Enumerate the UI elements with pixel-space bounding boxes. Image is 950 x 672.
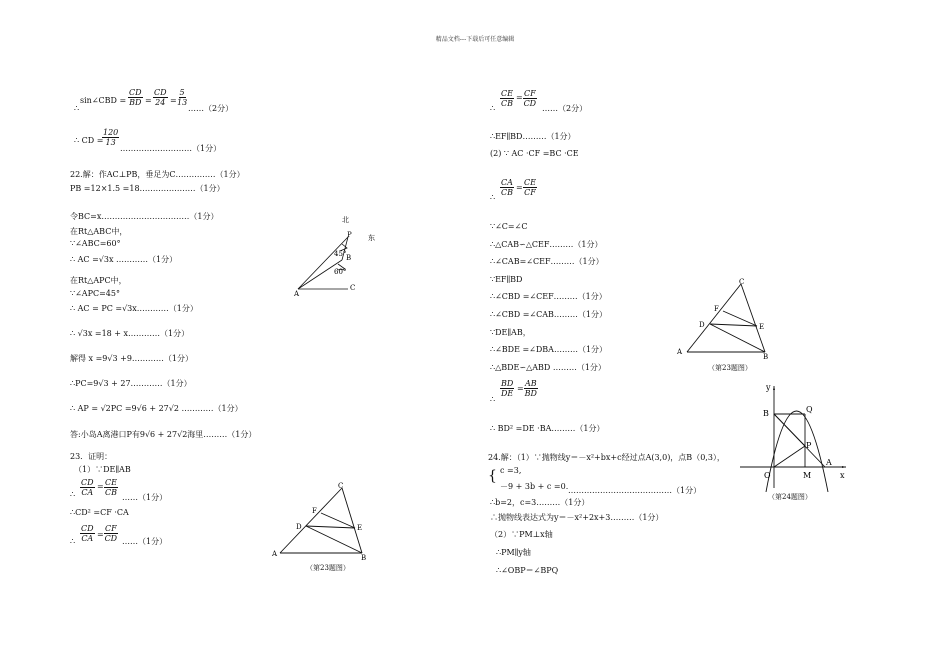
fraction-cd-ca: CD CA: [81, 478, 94, 497]
x-axis-label: x: [840, 471, 845, 480]
q23-line: ∴∠BDE =∠DBA………（1分）: [490, 345, 608, 354]
north-label: 北: [342, 216, 349, 224]
q23-line: ∴∠CBD =∠CEF………（1分）: [490, 292, 607, 301]
q22-line: ∴ AC = PC =√3x…………（1分）: [70, 304, 198, 313]
side-cb: [342, 488, 362, 553]
point-e: E: [357, 524, 363, 532]
score-note: ……（1分）: [122, 493, 168, 502]
q22-line: 令BC=x……………………………（1分）: [70, 212, 219, 221]
q24-system-line: －9 + 3b + c =0.: [500, 482, 569, 491]
score-note: ……（2分）: [542, 104, 588, 113]
q22-answer: 答:小岛A离港口P有9√6 + 27√2海里………（1分）: [70, 430, 257, 439]
point-e: E: [759, 323, 765, 331]
q23-line: （1）∵DE∥AB: [74, 465, 131, 474]
q23-line: (2) ∵ AC ·CF =BC ·CE: [490, 149, 579, 158]
line-bp: [774, 414, 805, 446]
q23-line: ∴△CAB∽△CEF………（1分）: [490, 240, 603, 249]
x-arrow: [842, 466, 846, 468]
side-ca: [280, 488, 342, 553]
therefore-symbol: ∴: [490, 193, 496, 202]
point-a: A: [677, 348, 683, 356]
q23-line: ∴CD² =CF ·CA: [70, 508, 129, 517]
q23-line: ∴△BDE∽△ABD ………（1分）: [490, 363, 606, 372]
therefore-symbol: ∴: [70, 490, 76, 499]
q23-title: 23．证明：: [70, 452, 113, 461]
q22-line: 解得 x =9√3 +9…………（1分）: [70, 354, 194, 363]
point-a: A: [826, 458, 832, 467]
point-b: B: [763, 353, 769, 361]
origin-label: O: [764, 471, 771, 480]
therefore-symbol: ∴: [74, 104, 80, 113]
score-note: …………………………………（1分）: [568, 486, 702, 495]
angle-45-label: 45°: [334, 250, 347, 258]
figure-24-parabola: [738, 380, 850, 492]
fraction-cf-cd: CF CD: [104, 524, 118, 543]
equals-sign: =: [517, 384, 524, 393]
point-b: B: [763, 409, 769, 418]
q22-line: 在Rt△APC中，: [70, 276, 127, 285]
score-note: ……（1分）: [122, 537, 168, 546]
point-d: D: [296, 523, 302, 531]
q22-line: ∵∠APC=45°: [70, 289, 120, 298]
point-a: A: [294, 290, 300, 298]
point-d: D: [699, 321, 705, 329]
equals-sign: =: [170, 96, 177, 105]
point-c: C: [350, 284, 356, 292]
q24-line: ∴∠OBP＝∠BPQ: [496, 566, 559, 575]
q22-line: 在Rt△ABC中，: [70, 227, 128, 236]
fraction-ce-cb: CE CB: [500, 89, 513, 108]
q24-line: ∴b=2，c=3………（1分）: [490, 498, 590, 507]
point-p: P: [347, 231, 352, 239]
q22-line: ∴ AC =√3x …………（1分）: [70, 255, 178, 264]
formula-sin-label: sin∠CBD =: [80, 96, 127, 105]
point-b: B: [346, 254, 352, 262]
q24-line: （2）∵PM⊥x轴: [490, 530, 553, 539]
angle-60-label: 60°: [334, 268, 347, 276]
segment-fe: [321, 513, 355, 528]
q22-line: 22.解：作AC⊥PB，垂足为C……………（1分）: [70, 170, 245, 179]
q24-system-line: c =3,: [500, 466, 522, 475]
segment-fe: [723, 311, 757, 326]
score-note: ………………………（1分）: [120, 144, 222, 153]
q23-line: ∵EF∥BD: [490, 275, 523, 284]
point-a: A: [272, 550, 278, 558]
q23-line: ∴∠CBD =∠CAB………（1分）: [490, 310, 608, 319]
page-header: 精品文档---下载后可任意编辑: [435, 36, 515, 43]
formula-cd-label: ∴ CD =: [74, 136, 104, 145]
therefore-symbol: ∴: [490, 104, 496, 113]
segment-de: [306, 526, 355, 528]
fraction-cd-bd: CD BD: [129, 88, 142, 107]
q23-line: ∴EF∥BD………（1分）: [490, 132, 576, 141]
equals-sign: =: [97, 530, 104, 539]
east-label: 东: [368, 234, 375, 242]
point-c: C: [739, 278, 745, 286]
y-axis-label: y: [766, 383, 771, 392]
equals-sign: =: [516, 93, 523, 102]
therefore-symbol: ∴: [490, 395, 496, 404]
point-b: B: [361, 554, 367, 562]
figure-23-left: [270, 480, 370, 562]
figure-23-caption: （第23题图）: [306, 564, 350, 572]
fraction-cd-ca: CD CA: [81, 524, 94, 543]
fraction-ab-bd: AB BD: [524, 379, 537, 398]
score-note: ……（2分）: [188, 104, 234, 113]
fraction-cf-cd: CF CD: [523, 89, 537, 108]
point-f: F: [714, 305, 719, 313]
fraction-5-13: 5 13: [177, 88, 188, 107]
q23-line: ∴∠CAB=∠CEF………（1分）: [490, 257, 604, 266]
segment-db: [306, 526, 362, 553]
equals-sign: =: [145, 96, 152, 105]
q23-line: ∵DE∥AB，: [490, 328, 531, 337]
figure-24-caption: （第24题图）: [768, 493, 812, 501]
q22-line: PB =12×1.5 =18…………………（1分）: [70, 184, 225, 193]
fraction-120-13: 120 13: [103, 128, 119, 147]
point-c: C: [338, 482, 344, 490]
figure-23-caption: （第23题图）: [708, 364, 752, 372]
fraction-bd-de: BD DE: [501, 379, 514, 398]
q24-line: 24.解：（1）∵抛物线y＝－x²+bx+c经过点A(3,0)，点B（0,3），: [488, 453, 725, 462]
q23-line: ∴ BD² =DE ·BA………（1分）: [490, 424, 605, 433]
bearing-diagram: [290, 212, 380, 302]
q23-line: ∵∠C=∠C: [490, 222, 528, 231]
q22-line: ∴ AP = √2PC =9√6 + 27√2 …………（1分）: [70, 404, 243, 413]
point-m: M: [803, 471, 812, 480]
q22-line: ∴PC=9√3 + 27…………（1分）: [70, 379, 192, 388]
q22-line: ∵∠ABC=60°: [70, 239, 121, 248]
q22-line: ∴ √3x =18 + x…………（1分）: [70, 329, 190, 338]
therefore-symbol: ∴: [70, 537, 76, 546]
fraction-ca-cb: CA CB: [500, 178, 513, 197]
side-ca: [687, 284, 741, 352]
figure-23-right: [675, 276, 775, 362]
segment-de: [710, 324, 757, 326]
equals-sign: =: [97, 482, 104, 491]
q24-line: ∴抛物线表达式为y＝－x²+2x+3………（1分）: [490, 513, 664, 522]
y-arrow: [773, 386, 775, 390]
fraction-ce-cf: CE CF: [524, 178, 536, 197]
line-op: [774, 446, 805, 467]
point-p: P: [806, 441, 812, 450]
fraction-ce-cb: CE CB: [104, 478, 117, 497]
point-q: Q: [806, 405, 813, 414]
q24-line: ∴PM∥y轴: [496, 548, 531, 557]
line-pa: [298, 237, 348, 289]
fraction-cd-24: CD 24: [154, 88, 167, 107]
brace-symbol: {: [488, 468, 497, 484]
equals-sign: =: [516, 183, 523, 192]
point-f: F: [312, 507, 317, 515]
